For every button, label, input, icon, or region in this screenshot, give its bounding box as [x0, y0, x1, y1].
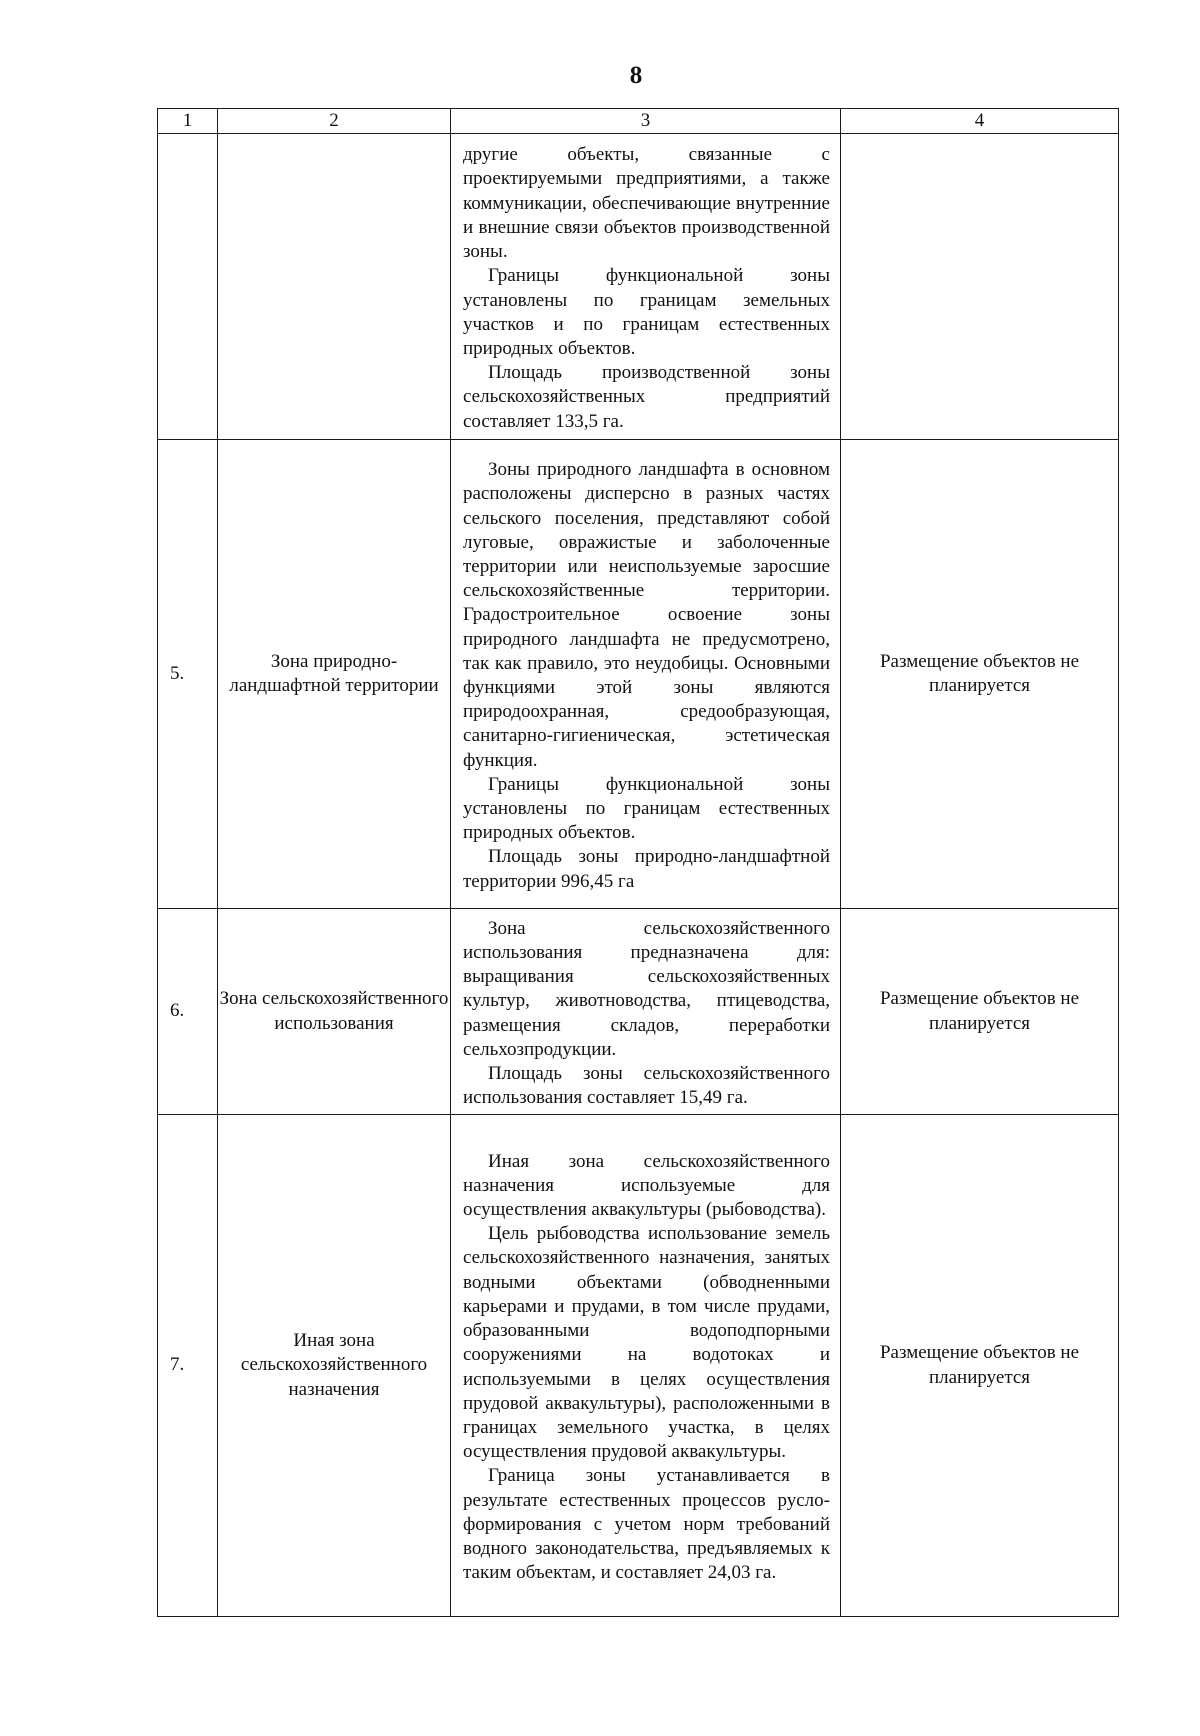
zone-description — [451, 440, 841, 909]
description-paragraph: Границы функциональной зоны установлены по границам естественных природных объектов. — [463, 773, 830, 844]
planned-objects: Размещение объектов не планируется — [841, 909, 1119, 1115]
planned-objects: Размещение объектов не планируется — [841, 1115, 1119, 1617]
column-header: 3 — [451, 109, 841, 134]
description-paragraph: Зона сельскохозяйственного использования предназначена для: выращивания сельскохозяйственных культур, животноводства, птицеводства, размещения складов, переработки сельхозпродукции. — [463, 917, 830, 1060]
zone-name — [218, 134, 451, 440]
description-paragraph: Площадь зоны сельскохозяйственного использования составляет 15,49 га. — [463, 1062, 830, 1109]
zone-description — [451, 909, 841, 1115]
row-number: 7. — [158, 1115, 218, 1617]
description-paragraph: Цель рыбоводства использование земель сельскохозяйственного назначения, занятых водными объектами (обводненными карьерами и прудами, в том числе прудами, образованными водоподпорными сооружениями на водотоках и используемыми в целях осуществления прудовой аквакультуры), расположенными в границах земельного участка, в целях осуществления прудовой аквакультуры. — [463, 1223, 830, 1463]
table-row — [158, 1115, 1119, 1617]
description-paragraph: Граница зоны устанавливается в результате естественных процессов руслоформирования с учетом норм требований водного законодательства, предъявляемых к таким объектам, и составляет 24,03 га. — [463, 1465, 830, 1584]
description-paragraph: Площадь зоны природно-ландшафтной территории 996,45 га — [463, 846, 830, 892]
zone-description — [451, 134, 841, 440]
description-paragraph: Границы функциональной зоны установлены по границам земельных участков и по границам естественных природных объектов. — [463, 265, 830, 359]
planned-objects: Размещение объектов не планируется — [841, 440, 1119, 909]
zones-table — [157, 108, 1119, 1617]
description-paragraph: Площадь производственной зоны сельскохозяйственных предприятий составляет 133,5 га. — [463, 362, 830, 432]
table-row — [158, 440, 1119, 909]
description-paragraph: Зоны природного ландшафта в основном расположены дисперсно в разных частях сельского поселения, представляют собой луговые, овражистые и заболоченные территории или неиспользуемые заросшие сельскохозяйственные территории. Градостроительное освоение зоны природного ландшафта не предусмотрено, так как правило, это неудобицы. Основными функциями этой зоны являются природоохранная, средообразующая, санитарно-гигиеническая, эстетическая функция. — [463, 459, 830, 771]
table-row — [158, 134, 1119, 440]
column-header: 1 — [158, 109, 218, 134]
zone-name: Иная зона сельскохозяйственного назначения — [218, 1115, 451, 1617]
zone-description — [451, 1115, 841, 1617]
column-header: 2 — [218, 109, 451, 134]
zone-name: Зона сельскохозяйственного использования — [218, 909, 451, 1115]
row-number: 5. — [158, 440, 218, 909]
page-number: 8 — [629, 62, 643, 89]
description-paragraph: Иная зона сельскохозяйственного назначения используемые для осуществления аквакультуры (рыбоводства). — [463, 1150, 830, 1221]
row-number: 6. — [158, 909, 218, 1115]
table-header-row — [158, 109, 1119, 134]
column-header: 4 — [841, 109, 1119, 134]
zone-name: Зона природно-ландшафтной территории — [218, 440, 451, 909]
row-number — [158, 134, 218, 440]
table-row — [158, 909, 1119, 1115]
description-paragraph: другие объекты, связанные с проектируемыми предприятиями, а также коммуникации, обеспечивающие внутренние и внешние связи объектов производственной зоны. — [463, 144, 830, 263]
planned-objects — [841, 134, 1119, 440]
